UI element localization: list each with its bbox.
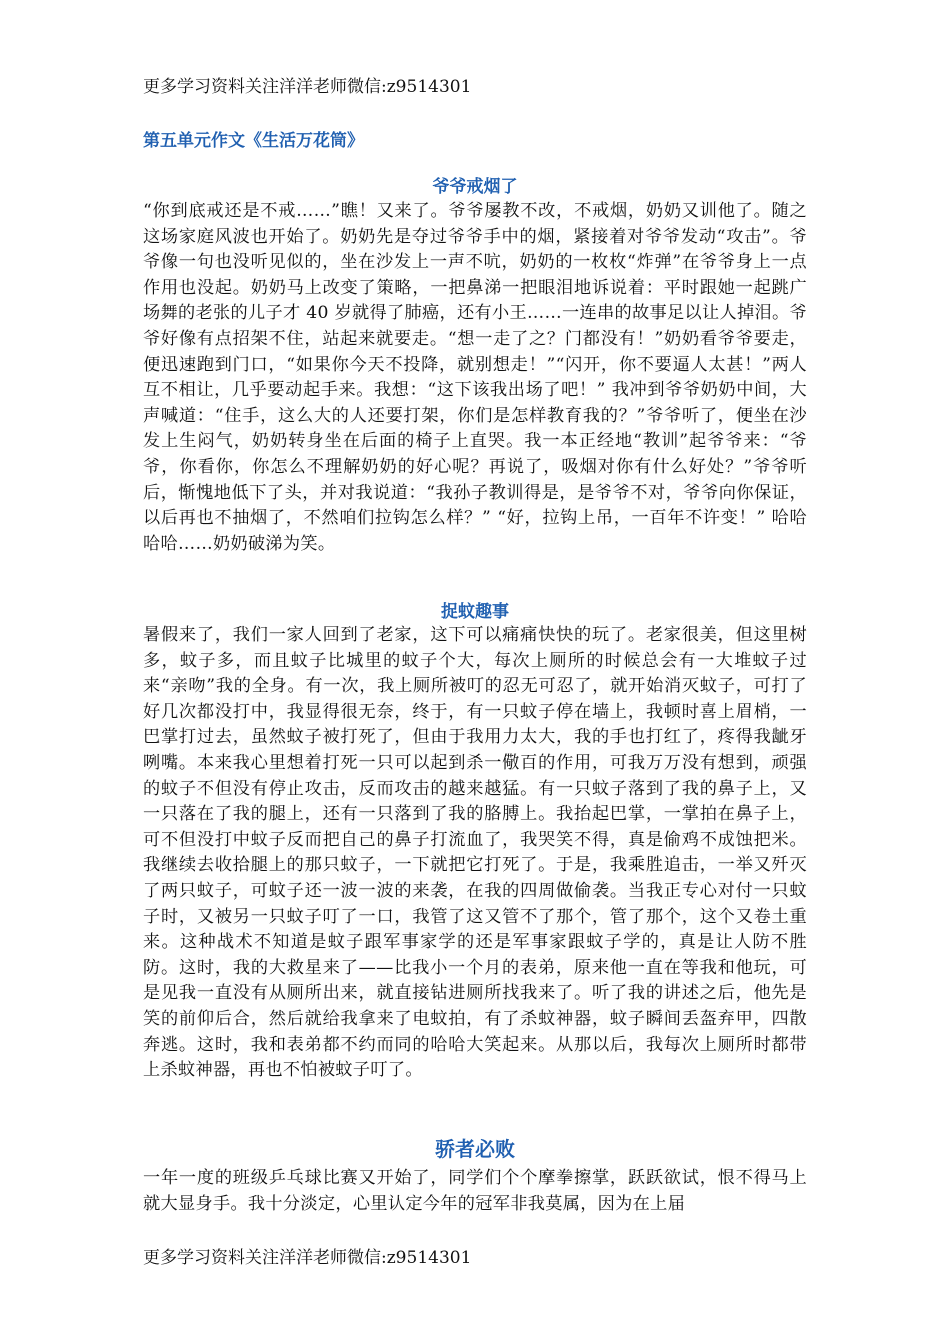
essay-body-3: 一年一度的班级乒乓球比赛又开始了，同学们个个摩拳擦掌，跃跃欲试，恨不得马上就大显身手。我十分淡定，心里认定今年的冠军非我莫属，因为在上届 xyxy=(143,1168,807,1214)
unit-title: 第五单元作文《生活万花筒》 xyxy=(143,131,364,151)
essay-title-3: 骄者必败 xyxy=(435,1137,515,1161)
header-note: 更多学习资料关注洋洋老师微信:z9514301 xyxy=(143,77,472,97)
essay-title-2: 捉蚊趣事 xyxy=(441,602,509,622)
footer-note: 更多学习资料关注洋洋老师微信:z9514301 xyxy=(143,1248,472,1268)
essay-title-1: 爷爷戒烟了 xyxy=(432,177,518,197)
essay-body-2: 暑假来了，我们一家人回到了老家，这下可以痛痛快快的玩了。老家很美，但这里树多，蚊子多，而且蚊子比城里的蚊子个大，每次上厕所的时候总会有一大堆蚊子过来“亲吻”我的全身。有一次，我上厕所被叮的忍无可忍了，就开始消灭蚊子，可打了好几次都没打中，我显得很无奈，终于，有一只蚊子停在墙上，我顿时喜上眉梢，一巴掌打过去，虽然蚊子被打死了，但由于我用力太大，我的手也打红了，疼得我龇牙咧嘴。本来我心里想着打死一只可以起到杀一儆百的作用，可我万万没有想到，顽强的蚊子不但没有停止攻击，反而攻击的越来越猛。有一只蚊子落到了我的鼻子上，又一只落在了我的腿上，还有一只落到了我的胳膊上。我抬起巴掌，一掌拍在鼻子上，可不但没打中蚊子反而把自己的鼻子打流血了，我哭笑不得，真是偷鸡不成蚀把米。我继续去收拾腿上的那只蚊子，一下就把它打死了。于是，我乘胜追击，一举又歼灭了两只蚊子，可蚊子还一波一波的来袭，在我的四周做偷袭。当我正专心对付一只蚊子时，又被另一只蚊子叮了一口，我管了这又管不了那个，管了那个，这个又卷土重来。这种战术不知道是蚊子跟军事家学的还是军事家跟蚊子学的，真是让人防不胜防。这时，我的大救星来了——比我小一个月的表弟，原来他一直在等我和他玩，可是见我一直没有从厕所出来，就直接钻进厕所找我来了。听了我的讲述之后，他先是笑的前仰后合，然后就给我拿来了电蚊拍，有了杀蚊神器，蚊子瞬间丢盔弃甲，四散奔逃。这时，我和表弟都不约而同的哈哈大笑起来。从那以后，我每次上厕所时都带上杀蚊神器，再也不怕被蚊子叮了。 xyxy=(143,625,807,1081)
essay-body-1: “你到底戒还是不戒……”瞧！又来了。爷爷屡教不改，不戒烟，奶奶又训他了。随之这场家庭风波也开始了。奶奶先是夺过爷爷手中的烟，紧接着对爷爷发动“攻击”。爷爷像一句也没听见似的，坐在沙发上一声不吭，奶奶的一枚枚“炸弹”在爷爷身上一点作用也没起。奶奶马上改变了策略，一把鼻涕一把眼泪地诉说着：平时跟她一起跳广场舞的老张的儿子才 40 岁就得了肺癌，还有小王……一连串的故事足以让人掉泪。爷爷好像有点招架不住，站起来就要走。“想一走了之？门都没有！”奶奶看爷爷要走，便迅速跑到门口，“如果你今天不投降，就别想走！”“闪开，你不要逼人太甚！”两人互不相让，几乎要动起手来。我想：“这下该我出场了吧！” 我冲到爷爷奶奶中间，大声喊道：“住手，这么大的人还要打架，你们是怎样教育我的？”爷爷听了，便坐在沙发上生闷气，奶奶转身坐在后面的椅子上直哭。我一本正经地“教训”起爷爷来：“爷爷，你看你，你怎么不理解奶奶的好心呢？再说了，吸烟对你有什么好处？”爷爷听后，惭愧地低下了头，并对我说道：“我孙子教训得是，是爷爷不对，爷爷向你保证，以后再也不抽烟了，不然咱们拉钩怎么样？” “好，拉钩上吊，一百年不许变！” 哈哈哈哈……奶奶破涕为笑。 xyxy=(143,201,807,554)
